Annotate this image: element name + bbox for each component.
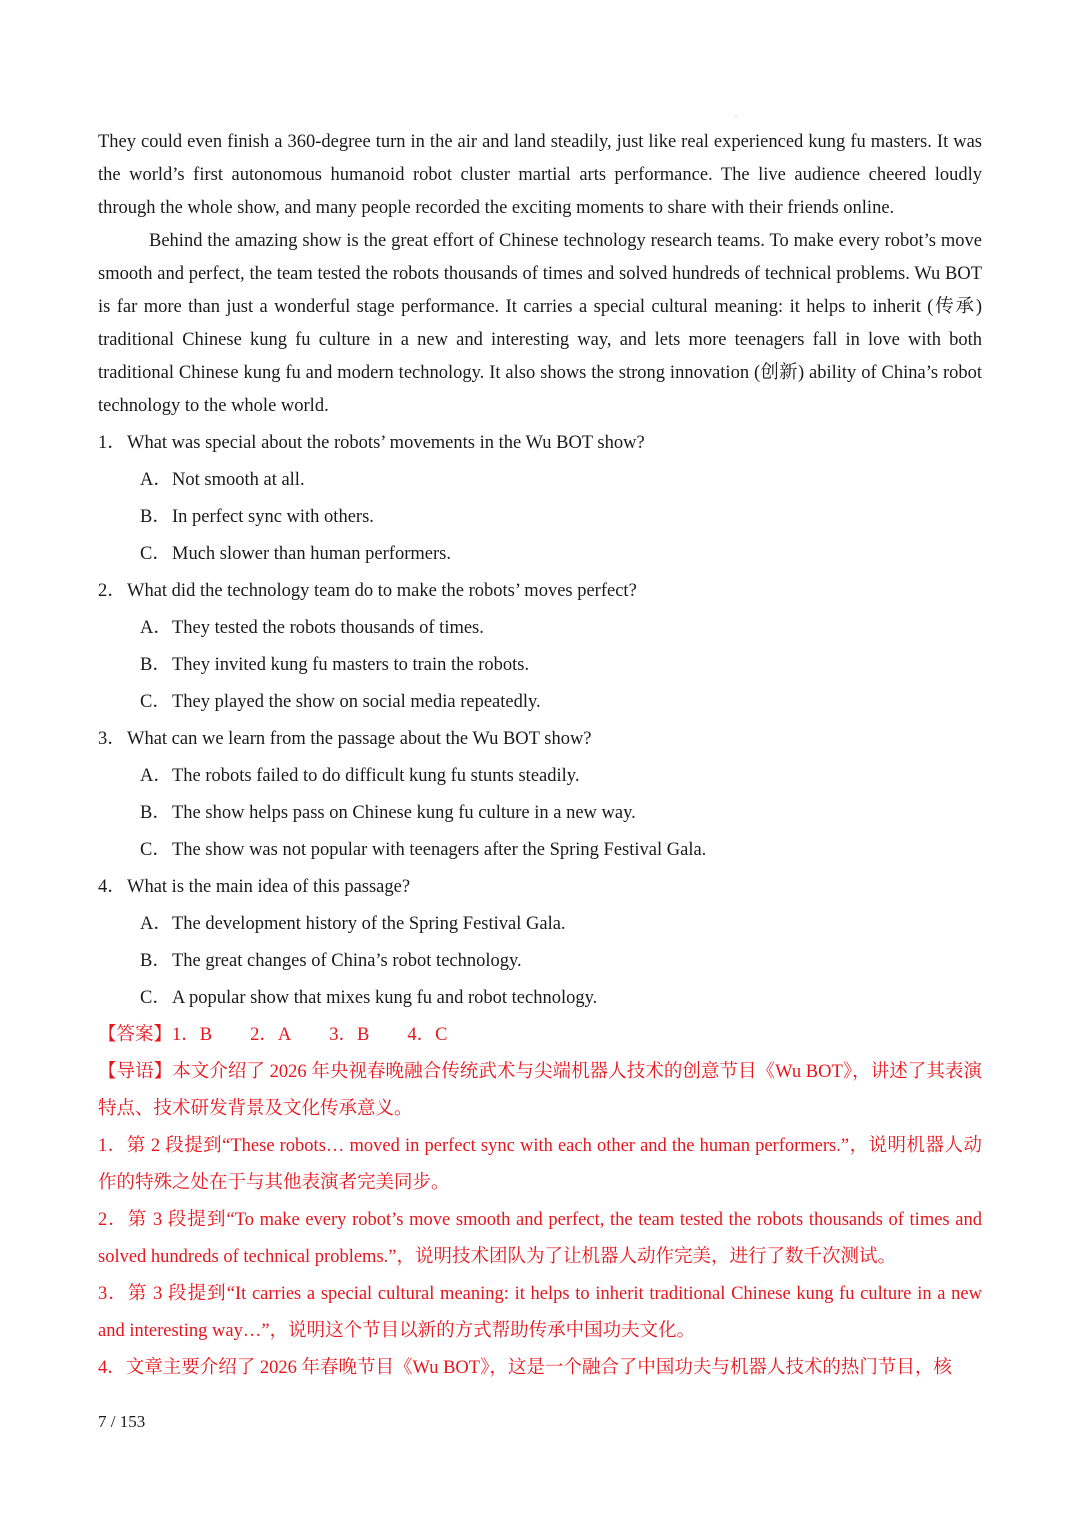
stray-mark — [735, 116, 737, 117]
option-letter: B． — [140, 951, 171, 971]
option-text: They played the show on social media repeatedly. — [172, 692, 541, 712]
guide-paragraph — [98, 1054, 982, 1128]
option-letter: A． — [140, 766, 172, 786]
option-letter: C． — [140, 840, 171, 860]
option-text: Not smooth at all. — [172, 470, 305, 490]
option-letter: B． — [140, 655, 171, 675]
option-1a — [98, 462, 982, 499]
option-3b — [98, 795, 982, 832]
answer-label: 【答案】 — [98, 1025, 173, 1045]
option-text: The show was not popular with teenagers after the Spring Festival Gala. — [172, 840, 707, 860]
answer-item-4: 4．C — [407, 1025, 448, 1045]
passage-paragraph-1: They could even finish a 360-degree turn in the air and land steadily, just like real experienced kung fu masters. It was the world’s first autonomous humanoid robot cluster martial arts performance. The live audience cheered loudly through the whole show, and many people recorded the exciting moments to share with their friends online. — [98, 132, 982, 218]
option-letter: C． — [140, 988, 171, 1008]
option-letter: A． — [140, 470, 172, 490]
option-text: They invited kung fu masters to train the robots. — [172, 655, 530, 675]
option-letter: C． — [140, 544, 171, 564]
option-text: The robots failed to do difficult kung fu stunts steadily. — [172, 766, 580, 786]
answer-item-3: 3．B — [329, 1025, 370, 1045]
answer-item-1: 1．B — [172, 1025, 213, 1045]
question-1 — [98, 425, 982, 462]
page-number: 7 / 153 — [98, 1412, 146, 1431]
question-number: 1． — [98, 433, 126, 453]
option-text: Much slower than human performers. — [172, 544, 451, 564]
option-text: The development history of the Spring Festival Gala. — [172, 914, 566, 934]
question-text: What is the main idea of this passage? — [127, 877, 411, 897]
option-1c — [98, 536, 982, 573]
option-4b — [98, 943, 982, 980]
option-text: A popular show that mixes kung fu and robot technology. — [172, 988, 598, 1008]
option-2c — [98, 684, 982, 721]
passage-paragraph-2: Behind the amazing show is the great effort of Chinese technology research teams. To make every robot’s move smooth and perfect, the team tested the robots thousands of times and solved hundreds of technical problems. Wu BOT is far more than just a wonderful stage performance. It carries a special cultural meaning: it helps to inherit (传承) traditional Chinese kung fu culture in a new and interesting way, and lets more teenagers fall in love with both traditional Chinese kung fu and modern technology. It also shows the strong innovation (创新) ability of China’s robot technology to the whole world. — [98, 231, 982, 416]
option-4c — [98, 980, 982, 1017]
question-text: What did the technology team do to make the robots’ moves perfect? — [127, 581, 637, 601]
answer-item-2: 2．A — [250, 1025, 292, 1045]
guide-label: 【导语】 — [98, 1062, 173, 1082]
question-2 — [98, 573, 982, 610]
guide-text: 本文介绍了 2026 年央视春晚融合传统武术与尖端机器人技术的创意节目《Wu BOT》，讲述了其表演特点、技术研发背景及文化传承意义。 — [98, 1062, 982, 1119]
explanation-4: 4．文章主要介绍了 2026 年春晚节目《Wu BOT》，这是一个融合了中国功夫与机器人技术的热门节目，核 — [98, 1358, 952, 1378]
option-3c — [98, 832, 982, 869]
option-letter: A． — [140, 618, 172, 638]
option-3a — [98, 758, 982, 795]
option-letter: B． — [140, 803, 171, 823]
question-text: What can we learn from the passage about the Wu BOT show? — [127, 729, 592, 749]
explanation-2: 2．第 3 段提到“To make every robot’s move smooth and perfect, the team tested the robots thousands of times and solved hundreds of technical problems.”，说明技术团队为了让机器人动作完美，进行了数千次测试。 — [98, 1210, 982, 1267]
option-letter: C． — [140, 692, 171, 712]
question-number: 2． — [98, 581, 126, 601]
question-number: 3． — [98, 729, 126, 749]
explanation-1: 1．第 2 段提到“These robots… moved in perfect sync with each other and the human performers.”，说明机器人动作的特殊之处在于与其他表演者完美同步。 — [98, 1136, 982, 1193]
option-text: The show helps pass on Chinese kung fu culture in a new way. — [172, 803, 636, 823]
question-3 — [98, 721, 982, 758]
question-text: What was special about the robots’ movements in the Wu BOT show? — [127, 433, 645, 453]
option-1b — [98, 499, 982, 536]
question-list — [98, 425, 982, 1017]
option-text: They tested the robots thousands of times. — [172, 618, 484, 638]
option-text: The great changes of China’s robot technology. — [172, 951, 522, 971]
question-4 — [98, 869, 982, 906]
option-text: In perfect sync with others. — [172, 507, 374, 527]
option-letter: B． — [140, 507, 171, 527]
document-page — [98, 126, 982, 1387]
explanation-3: 3．第 3 段提到“It carries a special cultural meaning: it helps to inherit traditional Chinese kung fu culture in a new and interesting way…”，说明这个节目以新的方式帮助传承中国功夫文化。 — [98, 1284, 982, 1341]
question-number: 4． — [98, 877, 126, 897]
answer-key — [98, 1017, 982, 1054]
option-letter: A． — [140, 914, 172, 934]
option-2a — [98, 610, 982, 647]
option-2b — [98, 647, 982, 684]
option-4a — [98, 906, 982, 943]
